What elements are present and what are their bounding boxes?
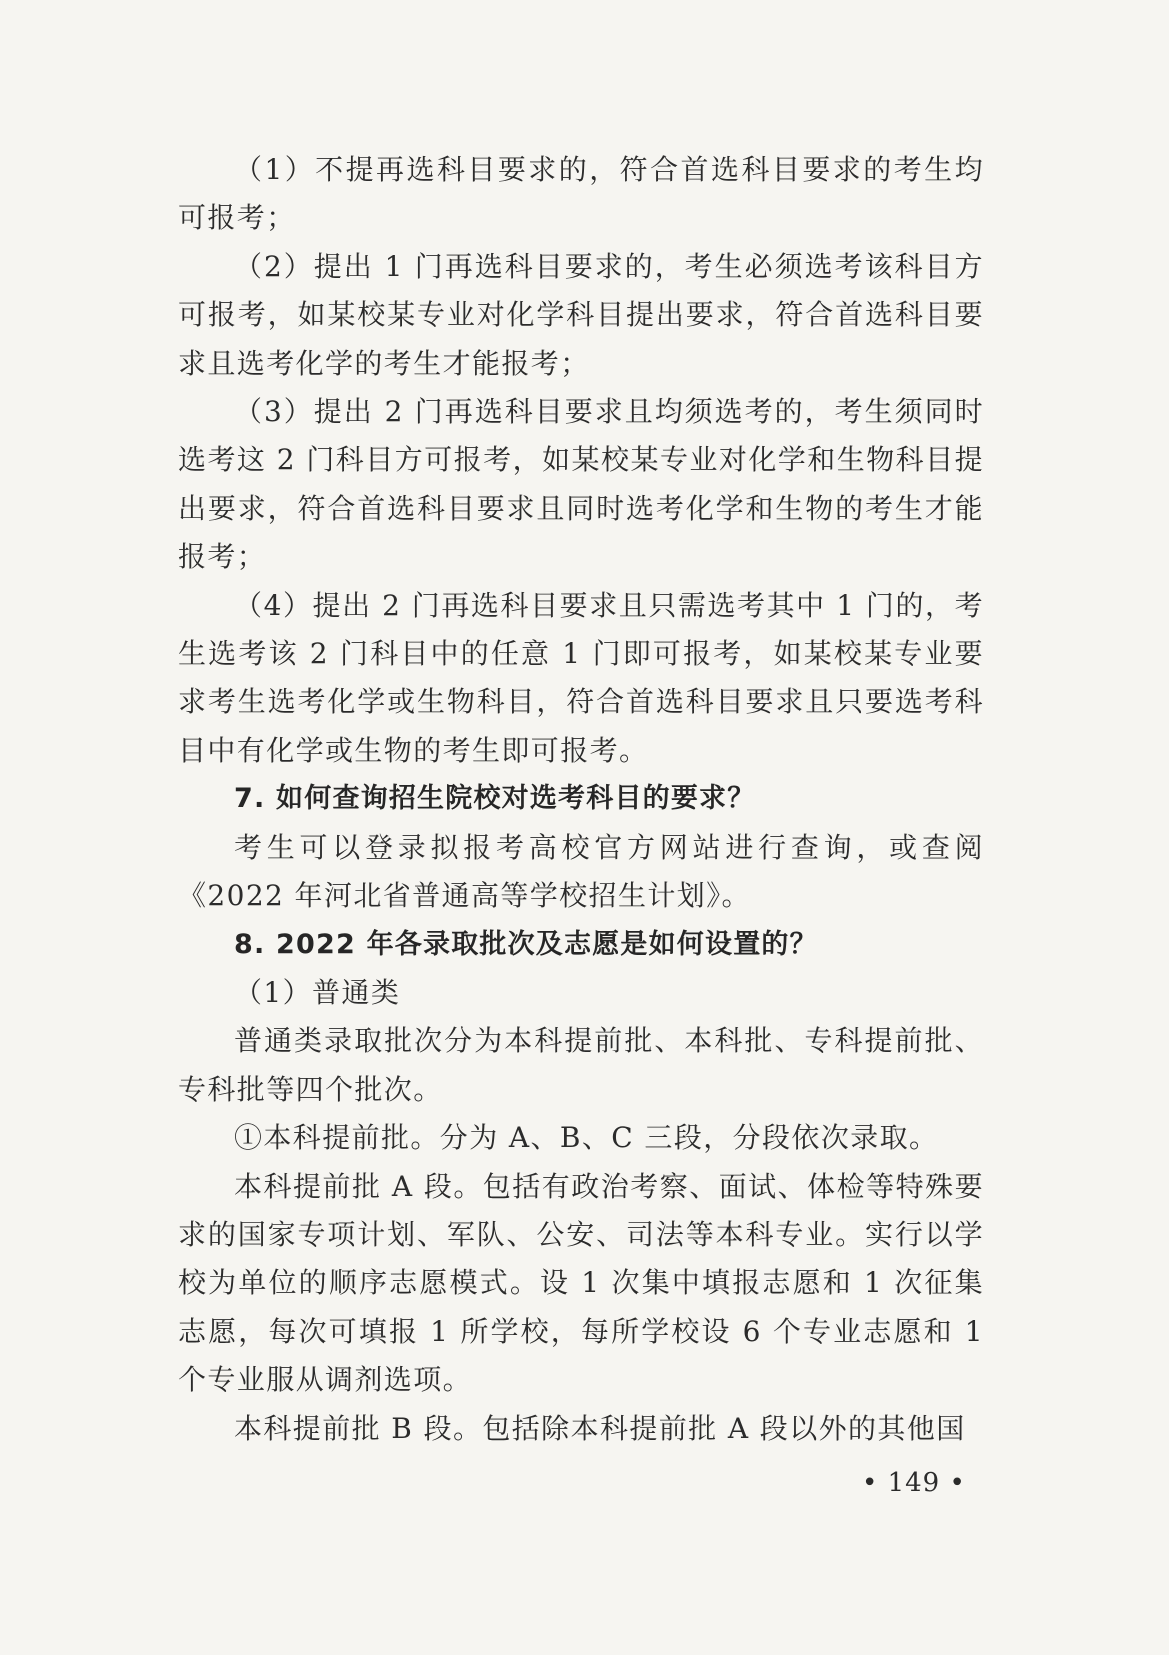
- question-heading-8: 8. 2022 年各录取批次及志愿是如何设置的？: [234, 928, 818, 960]
- paragraph-segment-b: 本科提前批 B 段。包括除本科提前批 A 段以外的其他国: [234, 1411, 966, 1445]
- question-heading-7: 7. 如何查询招生院校对选考科目的要求？: [234, 783, 756, 815]
- page-number: • 149 •: [862, 1468, 966, 1498]
- answer-paragraph-7: 考生可以登录拟报考高校官方网站进行查询，或查阅《2022 年河北省普通高等学校招生计划》。: [178, 830, 984, 913]
- paragraph-requirement-1: （1）不提再选科目要求的，符合首选科目要求的考生均可报考；: [178, 153, 984, 235]
- paragraph-requirement-2: （2）提出 1 门再选科目要求的，考生必须选考该科目方可报考，如某校某专业对化学科目提出要求，符合首选科目要求且选考化学的考生才能报考；: [178, 249, 984, 380]
- paragraph-batches: 普通类录取批次分为本科提前批、本科批、专科提前批、专科批等四个批次。: [178, 1024, 984, 1106]
- paragraph-requirement-3: （3）提出 2 门再选科目要求且均须选考的，考生须同时选考这 2 门科目方可报考，如某校某专业对化学和生物科目提出要求，符合首选科目要求且同时选考化学和生物的考生才能报考；: [178, 395, 984, 574]
- paragraph-early-batch: ①本科提前批。分为 A、B、C 三段，分段依次录取。: [234, 1121, 939, 1155]
- body-text: [178, 146, 984, 1453]
- paragraph-requirement-4: （4）提出 2 门再选科目要求且只需选考其中 1 门的，考生选考该 2 门科目中的任意 1 门即可报考，如某校某专业要求考生选考化学或生物科目，符合首选科目要求且只要选考科目中有化学或生物的考生即可报考。: [178, 588, 984, 767]
- paragraph-segment-a: 本科提前批 A 段。包括有政治考察、面试、体检等特殊要求的国家专项计划、军队、公安、司法等本科专业。实行以学校为单位的顺序志愿模式。设 1 次集中填报志愿和 1 次征集志愿，每次可填报 1 所学校，每所学校设 6 个专业志愿和 1 个专业服从调剂选项。: [178, 1169, 984, 1397]
- subsection-heading-general: （1）普通类: [234, 975, 401, 1009]
